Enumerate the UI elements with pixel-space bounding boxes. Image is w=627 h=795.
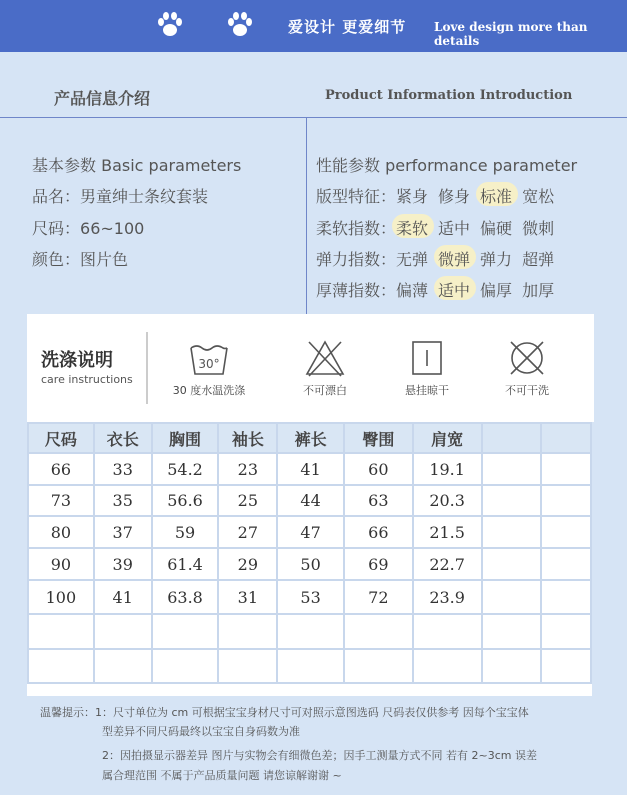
table-row <box>28 580 591 614</box>
table-cell <box>94 649 152 683</box>
option: 弹力 <box>480 250 513 269</box>
param-row <box>32 184 208 207</box>
table-cell <box>94 614 152 649</box>
divider <box>146 332 148 404</box>
divider <box>306 118 307 314</box>
table-header-cell: 尺码 <box>28 423 94 453</box>
param-label: 品名： <box>32 187 81 206</box>
table-cell: 53 <box>277 580 344 614</box>
table-cell: 100 <box>28 580 94 614</box>
param-label: 厚薄指数： <box>316 281 397 300</box>
table-row <box>28 614 591 649</box>
table-header-row <box>28 423 591 453</box>
section-title-cn: 产品信息介绍 <box>54 89 151 108</box>
option-selected: 柔软 <box>396 216 428 239</box>
table-header-cell <box>482 423 542 453</box>
table-header-cell: 裤长 <box>277 423 344 453</box>
table-cell: 31 <box>218 580 277 614</box>
table-cell: 66 <box>28 453 94 485</box>
table-cell: 60 <box>344 453 413 485</box>
param-label: 版型特征： <box>316 187 397 206</box>
table-cell <box>218 614 277 649</box>
param-row <box>32 216 144 239</box>
care-subtitle: care instructions <box>41 373 133 386</box>
table-cell <box>482 453 542 485</box>
table-cell: 19.1 <box>413 453 482 485</box>
banner-title-cn: 爱设计 更爱细节 <box>288 18 407 36</box>
option: 偏硬 <box>480 219 513 238</box>
care-label: 不可漂白 <box>303 384 347 397</box>
table-cell: 69 <box>344 548 413 580</box>
table-row <box>28 649 591 683</box>
table-cell: 66 <box>344 516 413 548</box>
table-cell <box>152 649 219 683</box>
option-selected: 适中 <box>438 278 470 301</box>
table-cell: 20.3 <box>413 485 482 516</box>
section-title-en: Product Information Introduction <box>325 88 573 103</box>
option: 偏厚 <box>480 281 513 300</box>
table-cell: 80 <box>28 516 94 548</box>
param-value: 66~100 <box>80 219 145 238</box>
table-cell: 29 <box>218 548 277 580</box>
no-bleach-icon <box>303 336 347 380</box>
table-cell <box>541 516 591 548</box>
table-cell: 61.4 <box>152 548 219 580</box>
table-cell <box>482 548 542 580</box>
option: 适中 <box>438 219 471 238</box>
table-cell: 21.5 <box>413 516 482 548</box>
table-cell: 59 <box>152 516 219 548</box>
table-cell <box>28 649 94 683</box>
table-cell <box>541 580 591 614</box>
care-title: 洗涤说明 <box>41 350 113 371</box>
table-cell <box>541 614 591 649</box>
table-cell <box>482 485 542 516</box>
param-label: 弹力指数： <box>316 250 397 269</box>
param-label: 颜色： <box>32 250 81 269</box>
option: 修身 <box>438 187 471 206</box>
no-dry-clean-icon <box>505 336 549 380</box>
care-label: 不可干洗 <box>505 384 549 397</box>
option-selected: 标准 <box>480 184 512 207</box>
table-header-cell: 肩宽 <box>413 423 482 453</box>
table-cell <box>413 649 482 683</box>
table-cell <box>482 516 542 548</box>
basic-params-heading: 基本参数 Basic parameters <box>32 156 242 175</box>
table-cell: 63 <box>344 485 413 516</box>
table-cell <box>413 614 482 649</box>
size-table <box>27 422 592 696</box>
table-row <box>28 485 591 516</box>
performance-row <box>316 216 554 239</box>
table-cell <box>277 614 344 649</box>
table-cell <box>482 614 542 649</box>
table-cell: 56.6 <box>152 485 219 516</box>
table-cell <box>152 614 219 649</box>
table-cell: 63.8 <box>152 580 219 614</box>
performance-row <box>316 184 554 207</box>
table-cell: 39 <box>94 548 152 580</box>
table-row <box>28 453 591 485</box>
performance-heading: 性能参数 performance parameter <box>316 156 578 175</box>
care-instructions <box>27 314 594 422</box>
note-line: 型差异不同尺码最终以宝宝自身码数为准 <box>102 725 300 738</box>
size-table-grid <box>27 422 592 684</box>
table-cell <box>482 649 542 683</box>
table-cell <box>541 649 591 683</box>
table-cell <box>541 485 591 516</box>
table-row <box>28 516 591 548</box>
table-cell: 90 <box>28 548 94 580</box>
parameters-panel <box>0 118 627 314</box>
table-cell: 50 <box>277 548 344 580</box>
performance-row <box>316 278 554 301</box>
param-row <box>32 247 128 270</box>
table-header-cell: 衣长 <box>94 423 152 453</box>
section-header <box>0 52 627 118</box>
note-line: 属合理范围 不属于产品质量问题 请您谅解谢谢 ~ <box>102 769 342 782</box>
table-header-cell: 臀围 <box>344 423 413 453</box>
table-cell: 22.7 <box>413 548 482 580</box>
table-cell: 73 <box>28 485 94 516</box>
table-cell: 35 <box>94 485 152 516</box>
table-cell <box>218 649 277 683</box>
note-line: 2：因拍摄显示器差异 图片与实物会有细微色差；因手工测量方式不同 若有 2~3cm 误差 <box>102 749 537 762</box>
param-label: 柔软指数： <box>316 219 397 238</box>
table-cell <box>541 453 591 485</box>
paw-icon <box>225 10 255 40</box>
paw-icon <box>155 10 185 40</box>
option: 超弹 <box>522 250 555 269</box>
option: 微刺 <box>522 219 555 238</box>
note-line: 温馨提示：1：尺寸单位为 cm 可根据宝宝身材尺寸可对照示意图选码 尺码表仅供参考 因每个宝宝体 <box>40 706 529 719</box>
option: 加厚 <box>522 281 555 300</box>
param-value: 男童绅士条纹套装 <box>80 187 209 206</box>
care-label: 悬挂晾干 <box>405 384 449 397</box>
hang-dry-icon <box>405 336 449 380</box>
table-cell: 25 <box>218 485 277 516</box>
option-selected: 微弹 <box>438 247 470 270</box>
table-cell: 44 <box>277 485 344 516</box>
table-cell: 33 <box>94 453 152 485</box>
banner-title-en: Love design more than details <box>434 20 588 48</box>
svg-text:30°: 30° <box>198 357 220 371</box>
table-cell: 23.9 <box>413 580 482 614</box>
table-cell: 41 <box>277 453 344 485</box>
table-cell <box>541 548 591 580</box>
table-cell <box>28 614 94 649</box>
table-header-cell: 胸围 <box>152 423 219 453</box>
table-cell: 27 <box>218 516 277 548</box>
table-cell <box>482 580 542 614</box>
table-cell: 41 <box>94 580 152 614</box>
option: 宽松 <box>522 187 555 206</box>
table-cell: 72 <box>344 580 413 614</box>
table-cell: 54.2 <box>152 453 219 485</box>
top-banner <box>0 0 627 52</box>
table-cell <box>344 649 413 683</box>
option: 无弹 <box>396 250 429 269</box>
table-cell: 23 <box>218 453 277 485</box>
wash-30-icon <box>187 336 231 380</box>
care-label: 30 度水温洗涤 <box>172 384 246 397</box>
param-label: 尺码： <box>32 219 81 238</box>
table-header-cell: 袖长 <box>218 423 277 453</box>
performance-row <box>316 247 554 270</box>
option: 偏薄 <box>396 281 429 300</box>
option: 紧身 <box>396 187 429 206</box>
table-cell: 37 <box>94 516 152 548</box>
table-row <box>28 548 591 580</box>
table-cell <box>277 649 344 683</box>
table-cell <box>344 614 413 649</box>
param-value: 图片色 <box>80 250 129 269</box>
table-cell: 47 <box>277 516 344 548</box>
table-header-cell <box>541 423 591 453</box>
